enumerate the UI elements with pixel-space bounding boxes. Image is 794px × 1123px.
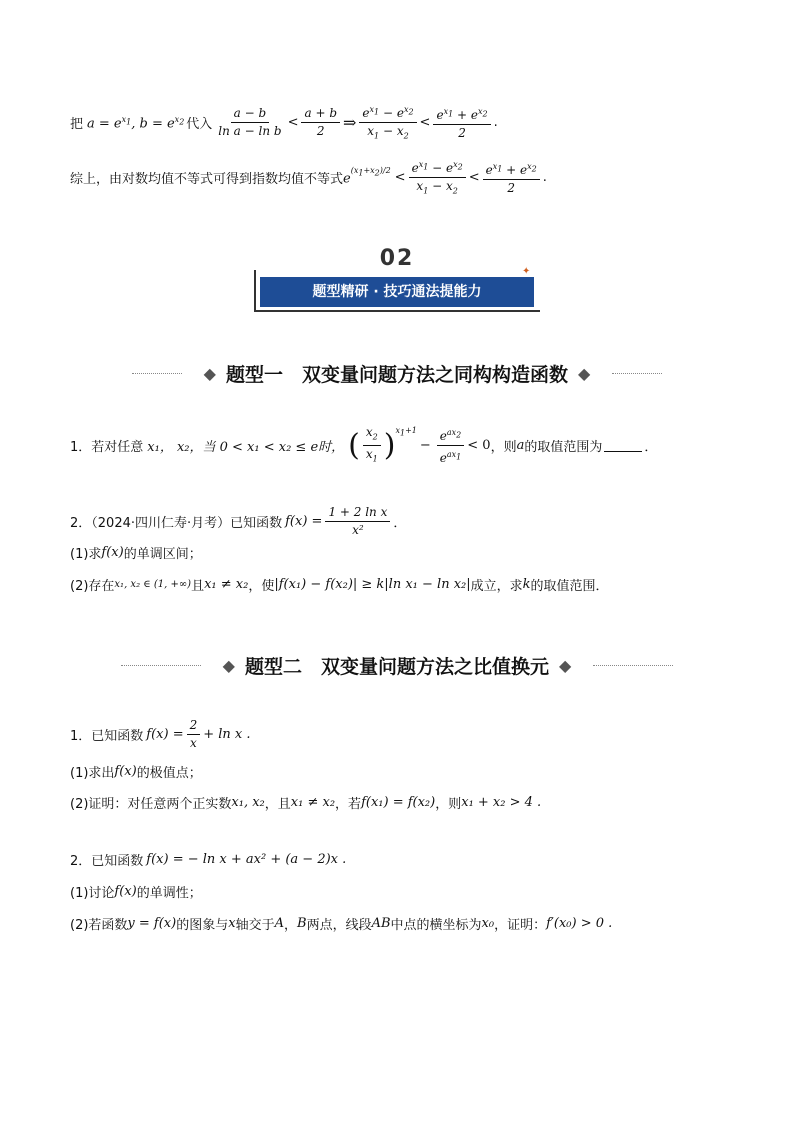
text: 轴交于	[235, 918, 275, 933]
text: 的取值范围．	[530, 579, 609, 594]
func: f(x) =	[146, 727, 184, 742]
vars: x₁, x₂	[231, 795, 265, 810]
tail: + ln x .	[203, 727, 251, 742]
type2-q1-part1	[70, 762, 202, 781]
ne: x₁ ≠ x₂	[204, 577, 249, 592]
text: ，且	[264, 797, 291, 812]
section-number: 02	[379, 246, 415, 271]
type1-question-2	[70, 505, 406, 538]
numerator: 2	[187, 718, 201, 735]
period: ．	[644, 440, 658, 456]
denominator: $e^{ax_1}$	[439, 450, 462, 466]
ratio	[363, 425, 381, 467]
type1-q2-part1	[70, 543, 202, 562]
heading-title: 题型二 双变量问题方法之比值换元	[244, 656, 549, 678]
minus: −	[419, 438, 431, 454]
ineq: |f(x₁) − f(x₂)| ≥ k|ln x₁ − ln x₂|	[274, 577, 471, 592]
type1-heading	[0, 360, 794, 387]
text: (2)证明：对任意两个正实数	[70, 797, 232, 812]
var-x: x	[228, 916, 236, 931]
period: .	[493, 115, 498, 131]
text: 的取值范围为	[524, 440, 603, 456]
numerator: $e^{x_1} + e^{x_2}$	[433, 104, 490, 125]
type2-q2-part2	[70, 914, 612, 933]
func: f(x) =	[285, 514, 323, 529]
fraction-f	[325, 505, 390, 538]
text: 的单调性；	[136, 886, 202, 901]
section-banner: 题型精研 · 技巧通法提能力	[260, 277, 534, 307]
fraction-arith-mean	[301, 106, 340, 139]
type2-question-2	[70, 850, 346, 869]
var-a: a	[516, 438, 525, 454]
diamond-icon: ◆	[559, 656, 572, 675]
ne: x₁ ≠ x₂	[290, 795, 336, 810]
period: ．	[393, 516, 407, 531]
text: 且	[191, 579, 205, 594]
denominator: 2	[507, 181, 515, 196]
point-b: B	[297, 916, 307, 931]
divider	[132, 373, 182, 374]
text: 的极值点；	[136, 766, 202, 781]
text: ，则	[435, 797, 462, 812]
type1-q2-part2	[70, 575, 609, 594]
denominator: 2	[458, 126, 466, 141]
text: 成立，求	[470, 579, 523, 594]
type2-heading	[0, 652, 794, 679]
numerator: a − b	[231, 106, 270, 123]
diamond-icon: ◆	[222, 656, 235, 675]
func: y = f(x)	[127, 916, 177, 931]
lt: <	[419, 115, 431, 131]
denominator: $x_1 - x_2$	[367, 124, 409, 141]
exp-fraction	[437, 425, 464, 466]
var-k: k	[522, 577, 531, 592]
derivation-line-1	[70, 102, 498, 143]
text: 的单调区间；	[123, 547, 202, 562]
fx: f(x)	[101, 545, 124, 560]
numerator: $x_2$	[363, 425, 381, 446]
text: 1．已知函数	[70, 729, 144, 744]
text: 1．若对任意	[70, 440, 144, 456]
text: ，使	[248, 579, 275, 594]
divider	[121, 665, 201, 666]
text: ，若	[335, 797, 362, 812]
fraction-exp-diff	[359, 102, 416, 143]
text: (2)若函数	[70, 918, 128, 933]
exp-geom: $e^{(x_1+x_2)/2}$	[343, 165, 391, 186]
lt: <	[287, 115, 299, 131]
divider	[612, 373, 662, 374]
derivation-line-2	[70, 157, 547, 198]
type1-question-1	[70, 425, 657, 467]
text: (2)存在	[70, 579, 115, 594]
heading-title: 题型一 双变量问题方法之同构构造函数	[225, 364, 568, 386]
fx: f(x)	[114, 764, 137, 779]
lt-zero: < 0	[467, 438, 491, 454]
text: 2．（2024·四川仁寿·月考）已知函数	[70, 516, 283, 531]
fraction-exp-sum	[433, 104, 490, 141]
diamond-icon: ◆	[578, 364, 591, 383]
segment-ab: AB	[371, 916, 391, 931]
text: ，则	[490, 440, 517, 456]
fraction-exp-sum-2	[483, 159, 540, 196]
concl: f′(x₀) > 0 .	[546, 916, 613, 931]
concl: x₁ + x₂ > 4 .	[461, 795, 542, 810]
cond: x₁, x₂ ∈ (1, +∞)	[114, 579, 192, 590]
sparkle-icon: ✦	[522, 266, 531, 277]
fraction-2x	[187, 718, 201, 751]
denominator: 2	[316, 124, 325, 139]
paren-fraction: ( $\frac{x_2}{x_1}$ ) $^{x_1 +1}$	[348, 425, 417, 467]
text: 把	[70, 117, 84, 133]
numerator: $e^{x_1} + e^{x_2}$	[483, 159, 540, 180]
lt: <	[468, 170, 480, 186]
text: ，证明：	[494, 918, 547, 933]
type2-q2-part1	[70, 882, 202, 901]
denominator: $x_1 - x_2$	[416, 179, 458, 196]
type2-question-1	[70, 718, 251, 751]
point-a: A	[274, 916, 284, 931]
lt: <	[394, 170, 406, 186]
math-a: $a = e^{x_1}$, $b = e^{x_2}$	[87, 114, 185, 131]
fraction-log-mean	[215, 106, 284, 139]
text: 中点的横坐标为	[390, 918, 482, 933]
denominator: ln a − ln b	[218, 124, 282, 139]
type2-q1-part2	[70, 793, 541, 812]
numerator: $e^{x_1} - e^{x_2}$	[409, 157, 466, 178]
text: 2．已知函数	[70, 854, 144, 869]
text: 代入	[186, 117, 213, 133]
numerator: a + b	[301, 106, 340, 123]
text: (1)求出	[70, 766, 115, 781]
eq: f(x₁) = f(x₂)	[361, 795, 436, 810]
condition: x₁， x₂，当 0 < x₁ < x₂ ≤ e时，	[147, 440, 345, 456]
text: (1)讨论	[70, 886, 115, 901]
numerator: $e^{x_1} - e^{x_2}$	[359, 102, 416, 123]
text: 两点，线段	[306, 918, 372, 933]
text: 综上，由对数均值不等式可得到指数均值不等式	[70, 172, 344, 188]
divider	[593, 665, 673, 666]
answer-blank[interactable]	[604, 439, 642, 452]
denominator: x²	[352, 523, 364, 537]
numerator: $e^{ax_2}$	[437, 425, 464, 446]
text: (1)求	[70, 547, 102, 562]
period: .	[542, 170, 547, 186]
func: f(x) = − ln x + ax² + (a − 2)x .	[146, 852, 347, 867]
fx: f(x)	[114, 884, 137, 899]
text: 的图象与	[176, 918, 229, 933]
denominator: $x_1$	[365, 447, 378, 464]
var-x0: x₀	[481, 916, 495, 931]
text: ，	[283, 918, 297, 933]
denominator: x	[190, 736, 197, 750]
implies: ⇒	[343, 113, 357, 133]
fraction-exp-diff-2	[409, 157, 466, 198]
diamond-icon: ◆	[203, 364, 216, 383]
numerator: 1 + 2 ln x	[325, 505, 390, 522]
